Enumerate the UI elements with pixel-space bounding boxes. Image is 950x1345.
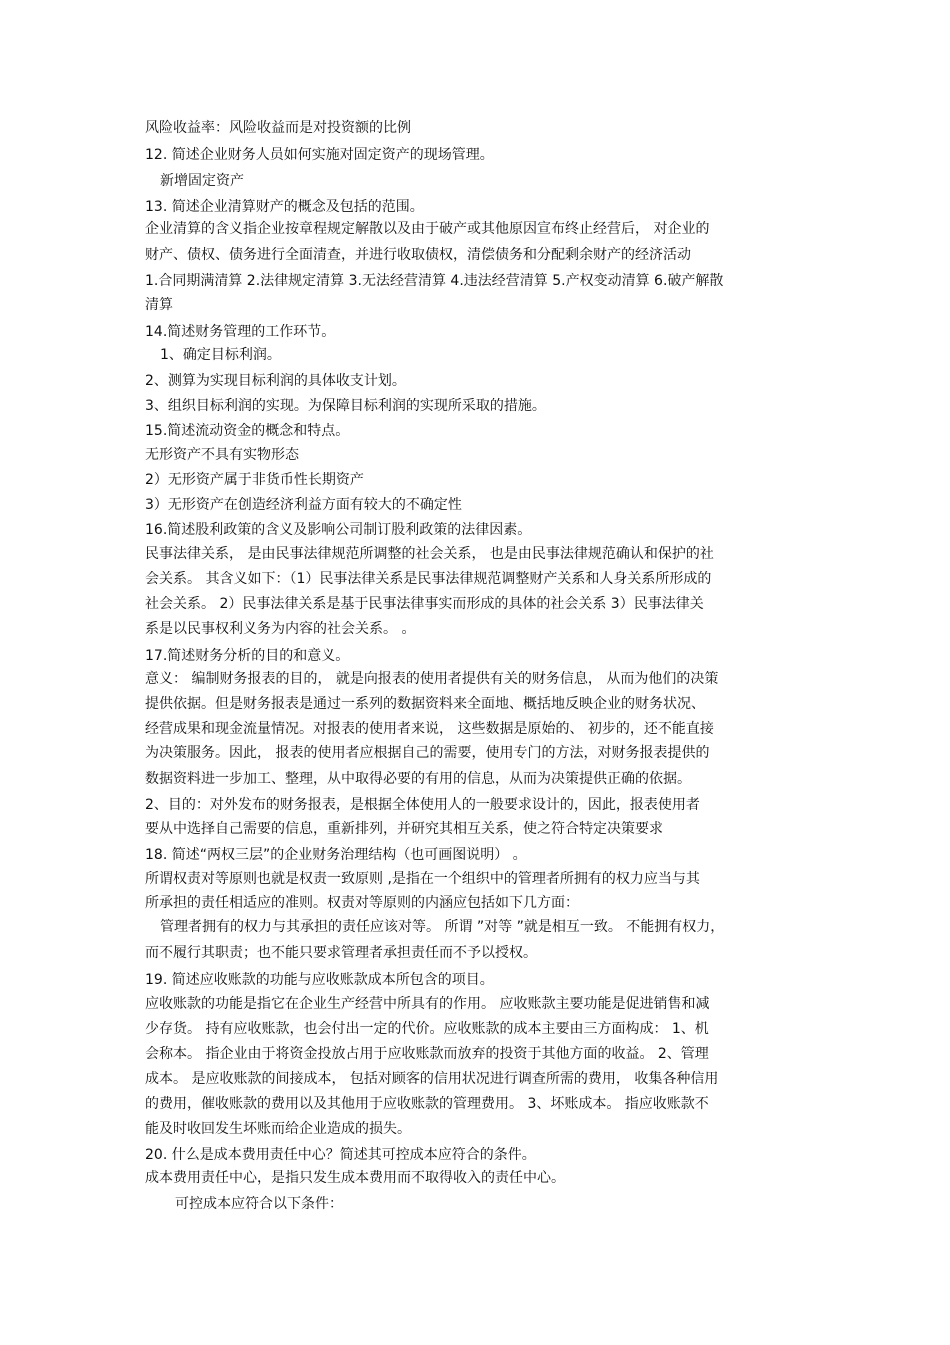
text-line: 意义： 编制财务报表的目的， 就是向报表的使用者提供有关的财务信息， 从而为他们的决策: [145, 671, 719, 687]
text-line: 12. 简述企业财务人员如何实施对固定资产的现场管理。: [145, 147, 494, 163]
text-line: 会称本。 指企业由于将资金投放占用于应收账款而放弃的投资于其他方面的收益。 2、管理: [145, 1046, 709, 1062]
text-line: 财产、债权、债务进行全面清查，并进行收取债权，清偿债务和分配剩余财产的经济活动: [145, 247, 691, 263]
text-line: 数据资料进一步加工、整理，从中取得必要的有用的信息，从而为决策提供正确的依据。: [145, 771, 691, 787]
text-line: 为决策服务。因此， 报表的使用者应根据自己的需要，使用专门的方法，对财务报表提供的: [145, 745, 710, 761]
text-line: 17.简述财务分析的目的和意义。: [145, 648, 350, 664]
text-line: 15.简述流动资金的概念和特点。: [145, 423, 350, 439]
text-line: 20. 什么是成本费用责任中心？简述其可控成本应符合的条件。: [145, 1147, 536, 1163]
text-line: 管理者拥有的权力与其承担的责任应该对等。 所谓 ”对等 ”就是相互一致。 不能拥有权力，: [160, 919, 725, 935]
text-line: 少存货。 持有应收账款，也会付出一定的代价。应收账款的成本主要由三方面构成： 1、机: [145, 1021, 709, 1037]
text-line: 3）无形资产在创造经济利益方面有较大的不确定性: [145, 497, 462, 513]
text-line: 提供依据。但是财务报表是通过一系列的数据资料来全面地、概括地反映企业的财务状况、: [145, 696, 705, 712]
text-line: 所承担的责任相适应的准则。权责对等原则的内涵应包括如下几方面：: [145, 895, 579, 911]
text-line: 成本费用责任中心，是指只发生成本费用而不取得收入的责任中心。: [145, 1170, 565, 1186]
text-line: 2、目的：对外发布的财务报表，是根据全体使用人的一般要求设计的，因此，报表使用者: [145, 797, 700, 813]
text-line: 无形资产不具有实物形态: [145, 447, 299, 463]
text-line: 风险收益率：风险收益而是对投资额的比例: [145, 120, 411, 136]
text-line: 18. 简述“两权三层”的企业财务治理结构（也可画图说明） 。: [145, 847, 527, 863]
text-line: 1、确定目标利润。: [160, 347, 281, 363]
text-line: 应收账款的功能是指它在企业生产经营中所具有的作用。 应收账款主要功能是促进销售和减: [145, 996, 710, 1012]
text-line: 16.简述股利政策的含义及影响公司制订股利政策的法律因素。: [145, 522, 532, 538]
text-line: 可控成本应符合以下条件：: [175, 1196, 343, 1212]
text-line: 所谓权责对等原则也就是权责一致原则 ,是指在一个组织中的管理者所拥有的权力应当与其: [145, 871, 700, 887]
text-line: 社会关系。 2）民事法律关系是基于民事法律事实而形成的具体的社会关系 3）民事法律关: [145, 596, 704, 612]
text-line: 3、组织目标利润的实现。为保障目标利润的实现所采取的措施。: [145, 398, 546, 414]
text-line: 会关系。 其含义如下：（1）民事法律关系是民事法律规范调整财产关系和人身关系所形成的: [145, 571, 712, 587]
text-line: 民事法律关系， 是由民事法律规范所调整的社会关系， 也是由民事法律规范确认和保护的社: [145, 546, 714, 562]
text-line: 企业清算的含义指企业按章程规定解散以及由于破产或其他原因宣布终止经营后， 对企业的: [145, 221, 710, 237]
text-line: 的费用，催收账款的费用以及其他用于应收账款的管理费用。 3、坏账成本。 指应收账款不: [145, 1096, 709, 1112]
text-line: 2、测算为实现目标利润的具体收支计划。: [145, 373, 406, 389]
text-line: 新增固定资产: [160, 173, 244, 189]
text-line: 成本。 是应收账款的间接成本， 包括对顾客的信用状况进行调查所需的费用， 收集各种信用: [145, 1071, 719, 1087]
text-line: 要从中选择自己需要的信息，重新排列，并研究其相互关系，使之符合特定决策要求: [145, 821, 663, 837]
text-line: 能及时收回发生坏账而给企业造成的损失。: [145, 1121, 411, 1137]
text-line: 14.简述财务管理的工作环节。: [145, 324, 336, 340]
text-line: 19. 简述应收账款的功能与应收账款成本所包含的项目。: [145, 972, 494, 988]
text-line: 经营成果和现金流量情况。对报表的使用者来说， 这些数据是原始的、 初步的，还不能直接: [145, 721, 714, 737]
text-line: 13. 简述企业清算财产的概念及包括的范围。: [145, 199, 424, 215]
text-line: 清算: [145, 297, 173, 313]
text-line: 2）无形资产属于非货币性长期资产: [145, 472, 364, 488]
text-line: 系是以民事权利义务为内容的社会关系。 。: [145, 621, 416, 637]
text-line: 1.合同期满清算 2.法律规定清算 3.无法经营清算 4.违法经营清算 5.产权变动清算 6.破产解散: [145, 273, 724, 289]
text-line: 而不履行其职责；也不能只要求管理者承担责任而不予以授权。: [145, 945, 537, 961]
